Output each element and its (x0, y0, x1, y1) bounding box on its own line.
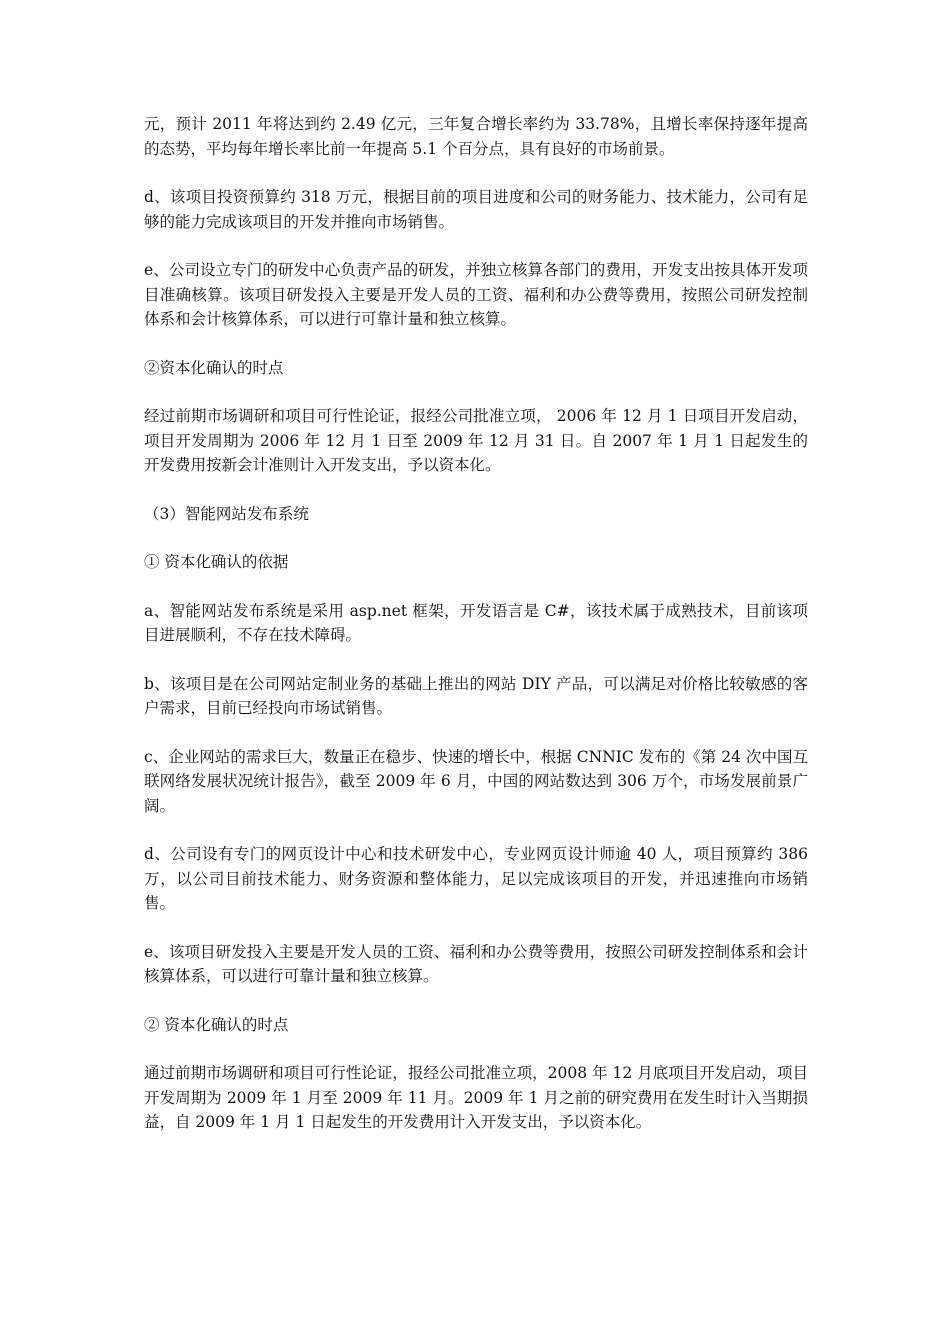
document-page (144, 112, 808, 1159)
paragraph-project-timeline: 经过前期市场调研和项目可行性论证，报经公司批准立项， 2006 年 12 月 1 日项目开发启动，项目开发周期为 2006 年 12 月 1 日至 2009 年 12 月 31 日。自 2007 年 1 月 1 日起发生的开发费用按新会计准则计入开发支出，予以资本化。 (144, 407, 808, 474)
paragraph-project-timeline-2: 通过前期市场调研和项目可行性论证，报经公司批准立项，2008 年 12 月底项目开发启动，项目开发周期为 2009 年 1 月至 2009 年 11 月。2009 年 1 月之前的研究费用在发生时计入当期损益，自 2009 年 1 月 1 日起发生的开发费用计入开发支出，予以资本化。 (144, 1064, 808, 1131)
paragraph-budget-d: d、该项目投资预算约 318 万元，根据目前的项目进度和公司的财务能力、技术能力，公司有足够的能力完成该项目的开发并推向市场销售。 (144, 188, 808, 231)
paragraph-demand-c: c、企业网站的需求巨大，数量正在稳步、快速的增长中，根据 CNNIC 发布的《第 24 次中国互联网络发展状况统计报告》，截至 2009 年 6 月，中国的网站数达到 306 万个，市场发展前景广阔。 (144, 747, 808, 815)
paragraph-technology-a: a、智能网站发布系统是采用 asp.net 框架，开发语言是 C#，该技术属于成熟技术，目前该项目进展顺利，不存在技术障碍。 (144, 601, 808, 644)
section-heading-smart-website: （3）智能网站发布系统 (144, 504, 309, 523)
heading-capitalization-timing: ②资本化确认的时点 (144, 358, 284, 377)
paragraph-market-outlook: 元，预计 2011 年将达到约 2.49 亿元，三年复合增长率约为 33.78%，且增长率保持逐年提高的态势，平均每年增长率比前一年提高 5.1 个百分点，具有良好的市场前景。 (144, 115, 808, 158)
paragraph-product-b: b、该项目是在公司网站定制业务的基础上推出的网站 DIY 产品，可以满足对价格比较敏感的客户需求，目前已经投向市场试销售。 (144, 674, 808, 717)
heading-capitalization-basis: ① 资本化确认的依据 (144, 553, 289, 571)
paragraph-costs-e: e、该项目研发投入主要是开发人员的工资、福利和办公费等费用，按照公司研发控制体系和会计核算体系，可以进行可靠计量和独立核算。 (144, 942, 808, 985)
paragraph-design-center-d: d、公司设有专门的网页设计中心和技术研发中心，专业网页设计师逾 40 人，项目预算约 386 万，以公司目前技术能力、财务资源和整体能力，足以完成该项目的开发，并迅速推向市场销售。 (144, 845, 808, 912)
paragraph-rd-center-e: e、公司设立专门的研发中心负责产品的研发，并独立核算各部门的费用，开发支出按具体开发项目准确核算。该项目研发投入主要是开发人员的工资、福利和办公费等费用，按照公司研发控制体系和会计核算体系，可以进行可靠计量和独立核算。 (144, 261, 808, 328)
heading-capitalization-timing-2: ② 资本化确认的时点 (144, 1015, 289, 1034)
